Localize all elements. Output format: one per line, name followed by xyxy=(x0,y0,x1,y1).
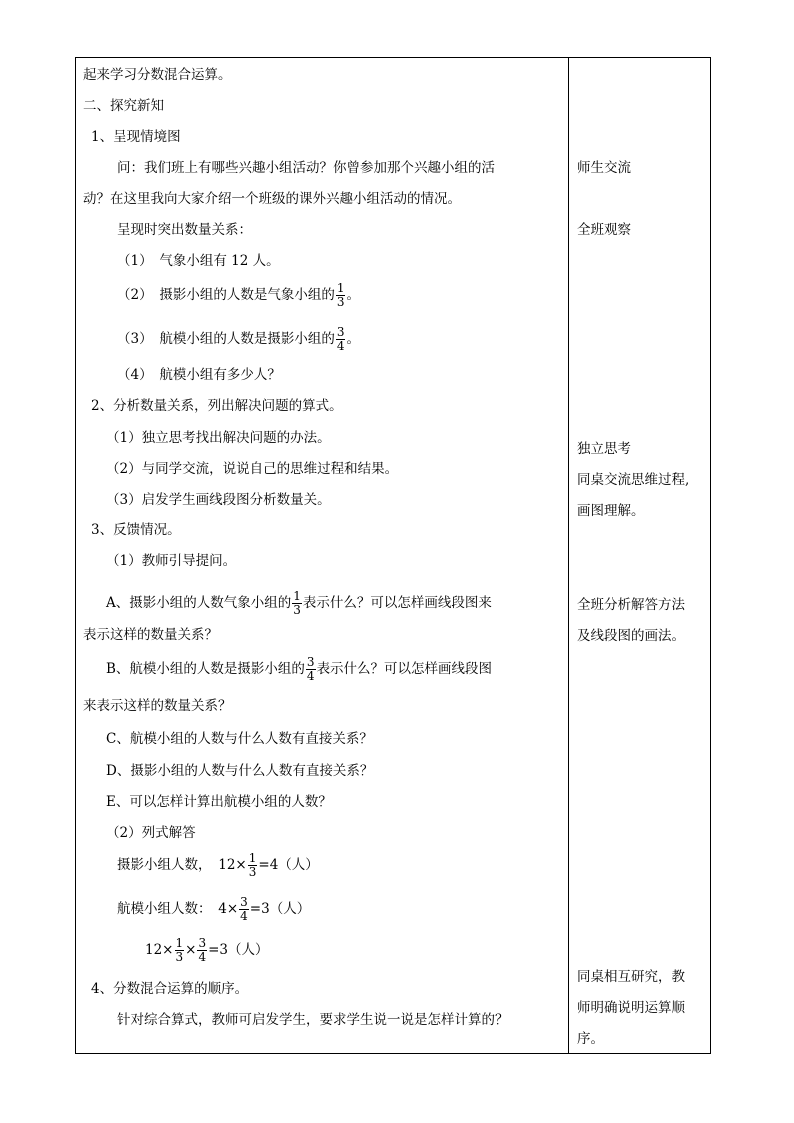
text-segment: 12× xyxy=(145,942,174,958)
fraction-numerator: 1 xyxy=(248,851,257,865)
text-segment: A、摄影小组的人数气象小组的 xyxy=(106,595,292,611)
text-line: 问：我们班上有哪些兴趣小组活动？你曾参加那个兴趣小组的活 xyxy=(117,160,495,176)
list-item xyxy=(117,326,360,353)
text-segment: =3（人） xyxy=(249,901,311,917)
fraction-denominator: 3 xyxy=(175,950,184,964)
activity-note: 画图理解。 xyxy=(577,503,645,519)
text-line: 来表示这样的数量关系？ xyxy=(83,698,232,714)
question-line: D、摄影小组的人数与什么人数有直接关系？ xyxy=(106,763,374,779)
fraction-three-fourths xyxy=(197,937,207,964)
text-segment: （3） 航模小组的人数是摄影小组的 xyxy=(117,331,335,347)
activity-note: 同桌交流思维过程, xyxy=(577,472,690,488)
text-segment: 航模小组人数： 4× xyxy=(117,901,239,917)
text-segment: 表示什么？可以怎样画线段图 xyxy=(316,661,493,677)
text-segment: （2） 摄影小组的人数是气象小组的 xyxy=(117,287,335,303)
list-item: （1）教师引导提问。 xyxy=(106,553,237,569)
list-item: （2）列式解答 xyxy=(106,825,196,841)
fraction-numerator: 3 xyxy=(336,325,345,339)
text-line: 起来学习分数混合运算。 xyxy=(83,67,232,83)
text-line: 针对综合算式，教师可启发学生，要求学生说一说是怎样计算的？ xyxy=(117,1012,509,1028)
fraction-numerator: 1 xyxy=(175,936,184,950)
activity-note: 及线段图的画法。 xyxy=(577,628,685,644)
fraction-numerator: 1 xyxy=(336,281,345,295)
fraction-denominator: 4 xyxy=(198,950,207,964)
fraction-numerator: 3 xyxy=(198,936,207,950)
text-segment: =4（人） xyxy=(258,857,319,873)
question-line: C、航模小组的人数与什么人数有直接关系？ xyxy=(106,731,373,747)
list-item: （2）与同学交流，说说自己的思维过程和结果。 xyxy=(106,461,399,477)
fraction-denominator: 3 xyxy=(248,865,257,879)
fraction-denominator: 3 xyxy=(336,295,345,309)
fraction-three-fourths xyxy=(239,896,249,923)
fraction-denominator: 4 xyxy=(240,909,248,923)
equation-line xyxy=(117,852,319,879)
text-line: 呈现时突出数量关系： xyxy=(117,222,252,238)
sub-heading: 1、呈现情境图 xyxy=(91,129,181,145)
question-line xyxy=(106,656,492,683)
fraction-one-third xyxy=(292,590,302,617)
fraction-three-fourths xyxy=(306,656,316,683)
activity-note: 序。 xyxy=(577,1031,604,1047)
text-segment: =3（人） xyxy=(208,942,269,958)
fraction-one-third xyxy=(248,852,258,879)
fraction-denominator: 4 xyxy=(336,339,345,353)
activity-note: 全班观察 xyxy=(577,222,631,238)
question-line xyxy=(106,590,492,617)
fraction-numerator: 1 xyxy=(293,589,301,603)
activity-note: 独立思考 xyxy=(577,441,631,457)
text-segment: 摄影小组人数， 12× xyxy=(117,857,247,873)
sub-heading: 3、反馈情况。 xyxy=(91,522,181,538)
list-item: （4） 航模小组有多少人？ xyxy=(117,367,281,383)
fraction-numerator: 3 xyxy=(306,655,315,669)
activity-note: 师生交流 xyxy=(577,160,631,176)
text-segment: 。 xyxy=(346,287,360,303)
fraction-numerator: 3 xyxy=(240,895,248,909)
section-heading: 二、探究新知 xyxy=(83,98,164,114)
equation-line xyxy=(117,896,310,923)
list-item: （3）启发学生画线段图分析数量关。 xyxy=(106,492,331,508)
activity-note: 师明确说明运算顺 xyxy=(577,1000,685,1016)
sub-heading: 2、分析数量关系，列出解决问题的算式。 xyxy=(91,398,343,414)
text-segment: 。 xyxy=(346,331,360,347)
text-line: 动？在这里我向大家介绍一个班级的课外兴趣小组活动的情况。 xyxy=(83,191,461,207)
text-segment: B、航模小组的人数是摄影小组的 xyxy=(106,661,305,677)
fraction-denominator: 3 xyxy=(293,603,301,617)
text-line: 表示这样的数量关系？ xyxy=(83,627,218,643)
list-item: （1） 气象小组有 12 人。 xyxy=(117,253,280,269)
activity-note: 全班分析解答方法 xyxy=(577,597,685,613)
fraction-three-fourths xyxy=(336,326,346,353)
question-line: E、可以怎样计算出航模小组的人数？ xyxy=(106,794,332,810)
fraction-denominator: 4 xyxy=(306,669,315,683)
fraction-one-third xyxy=(336,282,346,309)
text-segment: × xyxy=(185,942,197,958)
sub-heading: 4、分数混合运算的顺序。 xyxy=(91,981,249,997)
list-item: （1）独立思考找出解决问题的办法。 xyxy=(106,430,331,446)
activity-note: 同桌相互研究，教 xyxy=(577,969,685,985)
fraction-one-third xyxy=(175,937,185,964)
column-divider xyxy=(568,57,569,1054)
list-item xyxy=(117,282,360,309)
text-segment: 表示什么？可以怎样画线段图来 xyxy=(302,595,492,611)
equation-line xyxy=(145,937,269,964)
